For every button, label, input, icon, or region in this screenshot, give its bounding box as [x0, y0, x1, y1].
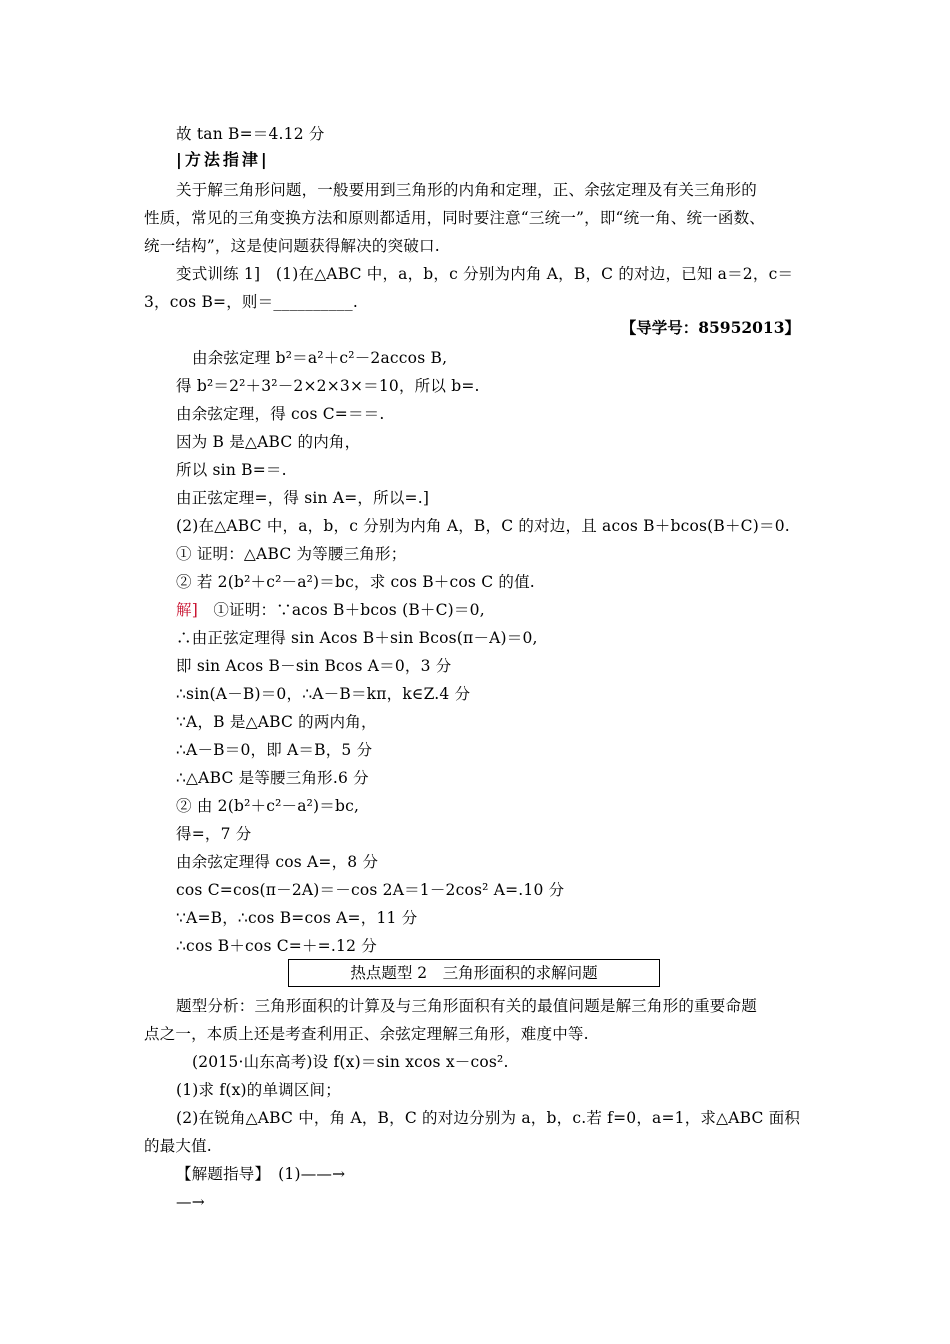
method-guide-heading: 方法指津	[184, 150, 261, 169]
solution-line: 得 b²＝2²＋3²－2×2×3×＝10，所以 b=.	[176, 377, 480, 395]
solution-line: 由余弦定理 b²＝a²＋c²－2accos B,	[192, 349, 448, 367]
answer-text: ①证明：∵acos B＋bcos (B＋C)＝0,	[213, 601, 485, 619]
guide-number: 【导学号：85952013】	[620, 318, 800, 337]
header-bar-left: |	[176, 150, 185, 169]
topic-analysis-line: 题型分析：三角形面积的计算及与三角形面积有关的最值问题是解三角形的重要命题	[176, 997, 757, 1015]
solution-line: 得=，7 分	[176, 825, 252, 843]
paragraph-line: 关于解三角形问题，一般要用到三角形的内角和定理，正、余弦定理及有关三角形的	[176, 181, 757, 199]
solution-line: ② 若 2(b²＋c²－a²)＝bc，求 cos B＋cos C 的值.	[176, 573, 535, 591]
solution-line: 由余弦定理得 cos A=，8 分	[176, 853, 379, 871]
solution-line: ∵A=B，∴cos B=cos A=，11 分	[176, 909, 418, 927]
problem-line: (2)在锐角△ABC 中，角 A，B，C 的对边分别为 a，b，c.若 f=0，a=1，求△ABC 面积	[176, 1109, 801, 1127]
problem-line: (1)求 f(x)的单调区间；	[176, 1081, 341, 1099]
solution-line: ∵A，B 是△ABC 的两内角，	[176, 713, 377, 731]
header-bar-right: |	[260, 150, 270, 169]
solution-line: 所以 sin B=＝.	[176, 461, 287, 479]
problem-line: (2015·山东高考)设 f(x)＝sin xcos x－cos².	[192, 1053, 509, 1071]
solution-line: 由余弦定理，得 cos C=＝＝.	[176, 405, 385, 423]
answer-label: 解]	[176, 601, 198, 619]
solution-line: (2)在△ABC 中，a，b，c 分别为内角 A，B，C 的对边，且 acos B＋bcos(B＋C)＝0.	[176, 517, 790, 535]
paragraph-line: 统一结构”，这是使问题获得解决的突破口.	[144, 237, 440, 255]
solution-line: ① 证明：△ABC 为等腰三角形；	[176, 545, 407, 563]
topic-analysis-line: 点之一，本质上还是考查利用正、余弦定理解三角形，难度中等.	[144, 1025, 589, 1043]
solution-guide-arrow: —→	[176, 1193, 205, 1211]
exercise-line: 3，cos B=，则＝__________.	[144, 293, 358, 311]
solution-line: ∴cos B＋cos C=＋=.12 分	[176, 937, 377, 955]
solution-line: ∴A－B＝0，即 A＝B，5 分	[176, 741, 373, 759]
solution-line: 因为 B 是△ABC 的内角，	[176, 433, 361, 451]
section-header-method	[176, 150, 270, 170]
paragraph-line: 性质，常见的三角变换方法和原则都适用，同时要注意“三统一”，即“统一角、统一函数、	[144, 209, 765, 227]
problem-line: 的最大值.	[144, 1137, 212, 1155]
solution-line: 由正弦定理=，得 sin A=，所以=.]	[176, 489, 430, 507]
exercise-line: 变式训练 1] (1)在△ABC 中，a，b，c 分别为内角 A，B，C 的对边，已知 a＝2，c＝	[176, 265, 794, 283]
solution-line: ∴sin(A－B)＝0，∴A－B＝kπ，k∈Z.4 分	[176, 685, 471, 703]
solution-guide-line: 【解题指导】 (1)——→	[176, 1165, 346, 1183]
solution-line: ∴△ABC 是等腰三角形.6 分	[176, 769, 369, 787]
solution-line: ② 由 2(b²＋c²－a²)＝bc,	[176, 797, 360, 815]
solution-line	[176, 600, 485, 620]
solution-line: 即 sin Acos B－sin Bcos A＝0，3 分	[176, 657, 452, 675]
tan-result-line: 故 tan B=＝4.12 分	[176, 125, 325, 143]
solution-line: cos C=cos(π－2A)＝－cos 2A＝1－2cos² A=.10 分	[176, 881, 565, 899]
hot-topic-title-box: 热点题型 2 三角形面积的求解问题	[288, 959, 660, 987]
solution-line: ∴由正弦定理得 sin Acos B＋sin Bcos(π－A)＝0,	[176, 629, 538, 647]
